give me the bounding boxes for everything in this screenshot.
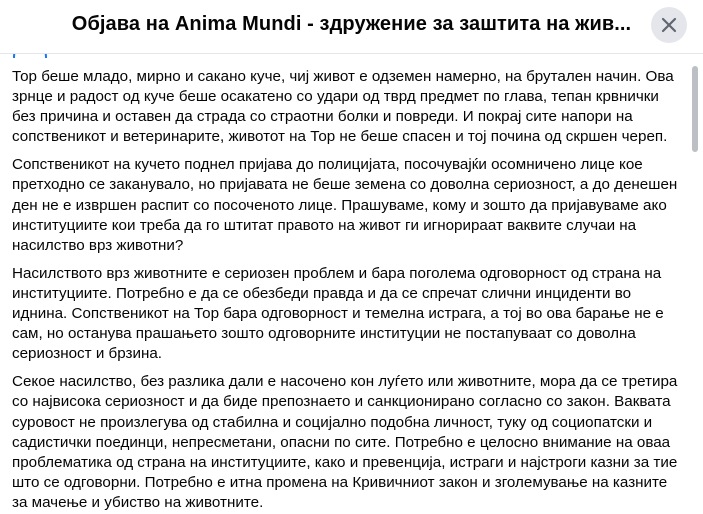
post-paragraph: Сопственикот на кучето поднел пријава до полицијата, посочувајќи осомничено лице кое претходно се заканувало, но пријавата не беше земена со доволна сериозност, а до денешен ден не е извршен распит со посоченото лице. Прашуваме, кому и зошто да пријавуваме ако институциите кои треба да го штитат правото на живот ги игнорираат ваквите случаи на насилство врз животни? xyxy=(12,156,678,254)
dialog-header xyxy=(0,0,703,54)
post-body xyxy=(12,67,680,514)
post-paragraph: Насилството врз животните е сериозен проблем и бара поголема одговорност од страна на институциите. Потребно е да се обезбеди правда и да се спречат слични инциденти во иднина. Сопственикот на Тор бара одговорност и темелна истрага, а тој во ова барање не е сам, но останува прашањето зошто одговорните институции не постапуваат со доволна сериозност и брзина. xyxy=(12,264,664,363)
dialog-title: Објава на Anima Mundi - здружение за заштита на жив... xyxy=(71,13,632,35)
scrollbar[interactable] xyxy=(691,60,699,514)
scrollbar-thumb[interactable] xyxy=(692,66,698,152)
close-button[interactable] xyxy=(651,7,687,43)
close-icon xyxy=(659,15,679,35)
post-paragraph: Секое насилство, без разлика дали е насочено кон луѓето или животните, мора да се третира со највисока сериозност и да биде препознаето и санкционирано согласно со закон. Ваквата суровост не произлегува од стабилна и социјално подобна личност, туку од социопатски и садистички поединци, непресметани, опасни по сите. Потребно е целосно внимание на оваа проблематика од страна на институциите, како и превенција, истраги и најстроги казни за тие што се одговорни. Потребно е итна промена на Кривичниот закон и зголемување на казните за мачење и убиство на животните. xyxy=(12,373,678,511)
post-paragraph: Тор беше младо, мирно и сакано куче, чиј живот е одземен намерно, на брутален начин. Ова зрнце и радост од куче беше осакатено со удари од тврд предмет по глава, тепан крвнички без причина и оставен да страда со страотни болки и повреди. И покрај сите напори на сопственикот и ветеринарите, животот на Тор не беше спасен и тој почина од скршен череп. xyxy=(12,68,674,146)
